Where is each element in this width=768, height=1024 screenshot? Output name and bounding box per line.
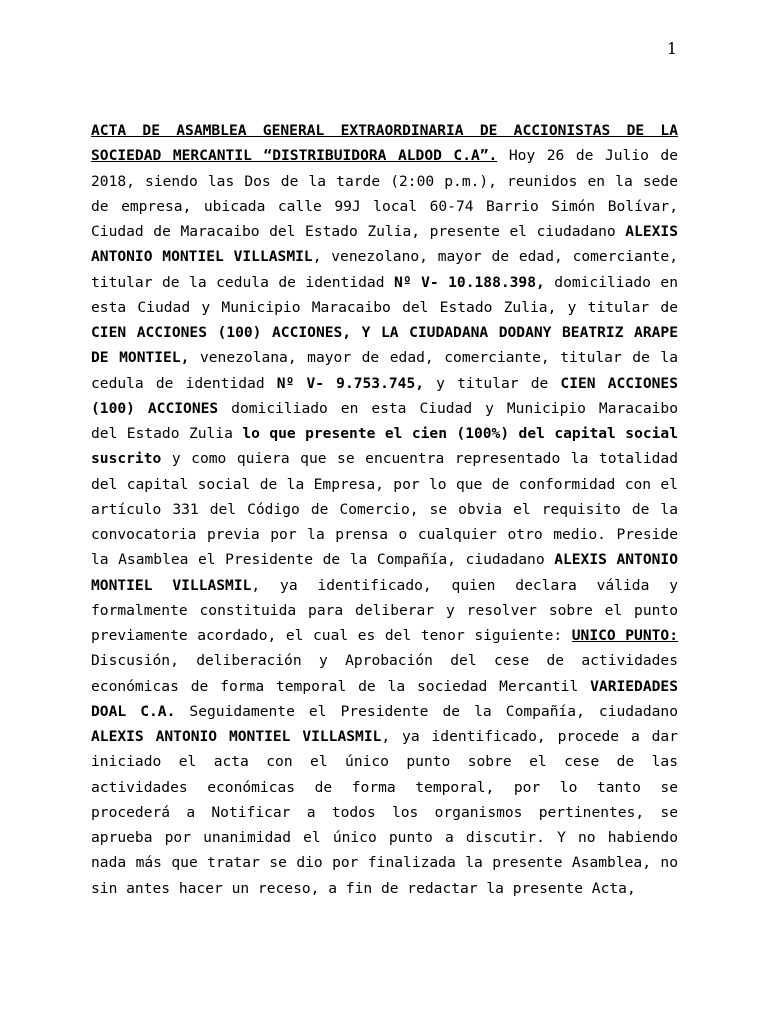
id-number: Nº V- 10.188.398, [394, 273, 545, 291]
id-number: Nº V- 9.753.745, [276, 374, 425, 392]
citizen-name: ALEXIS ANTONIO MONTIEL VILLASMIL [91, 223, 678, 266]
president-name: ALEXIS ANTONIO MONTIEL VILLASMIL [91, 551, 678, 594]
text-segment: , ya identificado, procede a dar iniciado el acta con el único punto sobre el cese de las actividades económicas de forma temporal, por lo tanto se procederá a Notificar a todos los organismos pertinentes, se aprueba por unanimidad el único punto a discutir. Y no habiendo nada más que tratar se dio por finalizada la presente Asamblea, no sin antes hacer un receso, a fin de redactar la presente Acta, [91, 728, 678, 897]
capital-statement: lo que presente el cien (100%) del capital social suscrito [91, 425, 678, 468]
text-segment: Hoy 26 de Julio de 2018, siendo las Dos de la tarde (2:00 p.m.), reunidos en la sede de empresa, ubicada calle 99J local 60-74 Barrio Simón Bolívar, Ciudad de Maracaibo del Estado Zulia, presente el ciudadano [91, 147, 678, 240]
text-segment: Discusión, deliberación y Aprobación del cese de actividades económicas de forma temporal de la sociedad Mercantil [91, 652, 678, 695]
president-name: ALEXIS ANTONIO MONTIEL VILLASMIL [91, 728, 382, 745]
text-segment: Seguidamente el Presidente de la Compañía, ciudadano [175, 702, 678, 720]
text-segment: domiciliado en esta Ciudad y Municipio Maracaibo del Estado Zulia, y titular de [91, 273, 679, 316]
text-segment: y titular de [424, 374, 561, 392]
text-segment: domiciliado en esta Ciudad y Municipio Maracaibo del Estado Zulia [91, 399, 678, 442]
text-segment: venezolana, mayor de edad, comerciante, titular de la cedula de identidad [91, 349, 678, 392]
act-body-paragraph [91, 118, 678, 901]
page-number: 1 [666, 39, 677, 58]
unico-punto-heading: UNICO PUNTO: [571, 627, 678, 644]
text-segment: , ya identificado, quien declara válida y formalmente constituida para deliberar y resolver sobre el punto previamente acordado, el cual es del tenor siguiente: [91, 576, 678, 644]
text-segment: , venezolano, mayor de edad, comerciante, titular de la cedula de identidad [91, 248, 678, 291]
company-name: VARIEDADES DOAL C.A. [91, 677, 678, 720]
text-segment: y como quiera que se encuentra representado la totalidad del capital social de la Empresa, por lo que de conformidad con el artículo 331 del Código de Comercio, se obvia el requisito de la convocatoria previa por la prensa o cualquier otro medio. Preside la Asamblea el Presidente de la Compañía, ciudadano [91, 450, 678, 569]
shares: CIEN ACCIONES (100) ACCIONES [91, 374, 678, 417]
shares-and-citizen: CIEN ACCIONES (100) ACCIONES, Y LA CIUDADANA DODANY BEATRIZ ARAPE DE MONTIEL, [91, 324, 678, 367]
act-title: ACTA DE ASAMBLEA GENERAL EXTRAORDINARIA DE ACCIONISTAS DE LA SOCIEDAD MERCANTIL “DISTRIBUIDORA ALDOD C.A”. [91, 122, 678, 165]
